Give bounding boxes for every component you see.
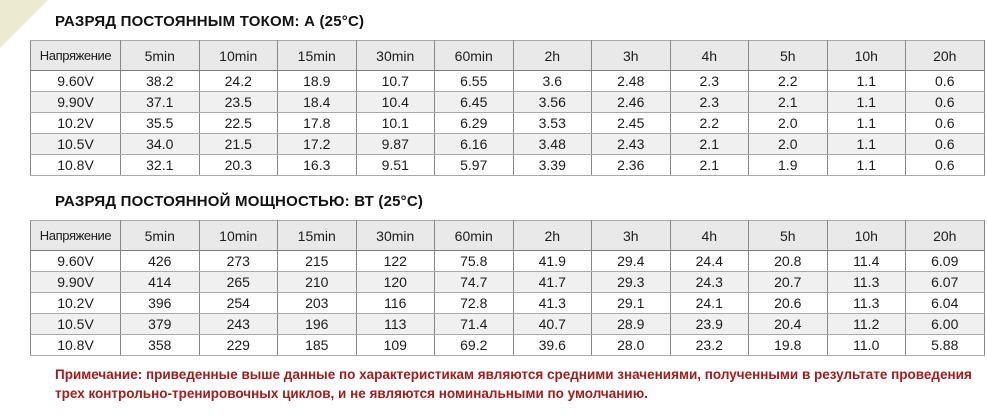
time-column-header: 10h	[827, 221, 906, 251]
value-cell: 11.4	[827, 251, 906, 272]
value-cell: 9.51	[356, 155, 435, 176]
time-column-header: 60min	[435, 41, 514, 71]
time-column-header: 5h	[749, 221, 828, 251]
value-cell: 6.00	[906, 314, 985, 335]
table-row	[31, 314, 985, 335]
value-cell: 41.7	[513, 272, 592, 293]
voltage-column-header: Напряжение	[31, 41, 121, 71]
value-cell: 11.3	[827, 272, 906, 293]
value-cell: 11.2	[827, 314, 906, 335]
value-cell: 185	[278, 335, 357, 356]
header-row	[31, 41, 985, 71]
value-cell: 116	[356, 293, 435, 314]
time-column-header: 4h	[670, 221, 749, 251]
value-cell: 21.5	[199, 134, 278, 155]
value-cell: 396	[121, 293, 200, 314]
value-cell: 1.1	[827, 113, 906, 134]
value-cell: 20.4	[749, 314, 828, 335]
table-row	[31, 272, 985, 293]
value-cell: 2.36	[592, 155, 671, 176]
time-column-header: 20h	[906, 41, 985, 71]
value-cell: 69.2	[435, 335, 514, 356]
value-cell: 10.4	[356, 92, 435, 113]
voltage-cell: 9.60V	[31, 251, 121, 272]
value-cell: 38.2	[121, 71, 200, 92]
time-column-header: 5min	[121, 221, 200, 251]
value-cell: 10.1	[356, 113, 435, 134]
time-column-header: 20h	[906, 221, 985, 251]
value-cell: 5.88	[906, 335, 985, 356]
time-column-header: 15min	[278, 41, 357, 71]
value-cell: 2.1	[749, 92, 828, 113]
value-cell: 10.7	[356, 71, 435, 92]
constant-current-discharge-table	[30, 40, 985, 176]
time-column-header: 2h	[513, 221, 592, 251]
value-cell: 2.0	[749, 113, 828, 134]
value-cell: 6.16	[435, 134, 514, 155]
value-cell: 9.87	[356, 134, 435, 155]
value-cell: 16.3	[278, 155, 357, 176]
constant-current-discharge-title: РАЗРЯД ПОСТОЯННЫМ ТОКОМ: А (25°C)	[55, 13, 365, 30]
voltage-cell: 10.5V	[31, 314, 121, 335]
value-cell: 113	[356, 314, 435, 335]
value-cell: 20.6	[749, 293, 828, 314]
voltage-cell: 10.5V	[31, 134, 121, 155]
value-cell: 2.2	[670, 113, 749, 134]
header-row	[31, 221, 985, 251]
voltage-cell: 10.2V	[31, 293, 121, 314]
value-cell: 273	[199, 251, 278, 272]
footnote	[55, 365, 985, 403]
value-cell: 120	[356, 272, 435, 293]
value-cell: 0.6	[906, 113, 985, 134]
value-cell: 74.7	[435, 272, 514, 293]
value-cell: 18.9	[278, 71, 357, 92]
value-cell: 2.3	[670, 71, 749, 92]
value-cell: 254	[199, 293, 278, 314]
value-cell: 3.39	[513, 155, 592, 176]
value-cell: 19.8	[749, 335, 828, 356]
voltage-cell: 10.8V	[31, 155, 121, 176]
value-cell: 122	[356, 251, 435, 272]
voltage-cell: 9.90V	[31, 272, 121, 293]
value-cell: 3.53	[513, 113, 592, 134]
time-column-header: 10min	[199, 41, 278, 71]
value-cell: 75.8	[435, 251, 514, 272]
value-cell: 196	[278, 314, 357, 335]
time-column-header: 15min	[278, 221, 357, 251]
value-cell: 29.1	[592, 293, 671, 314]
value-cell: 40.7	[513, 314, 592, 335]
value-cell: 1.1	[827, 155, 906, 176]
value-cell: 11.3	[827, 293, 906, 314]
value-cell: 41.3	[513, 293, 592, 314]
value-cell: 6.09	[906, 251, 985, 272]
value-cell: 3.56	[513, 92, 592, 113]
value-cell: 215	[278, 251, 357, 272]
value-cell: 29.3	[592, 272, 671, 293]
value-cell: 2.1	[670, 134, 749, 155]
value-cell: 243	[199, 314, 278, 335]
value-cell: 23.9	[670, 314, 749, 335]
value-cell: 23.5	[199, 92, 278, 113]
value-cell: 71.4	[435, 314, 514, 335]
value-cell: 414	[121, 272, 200, 293]
footnote-line-1: Примечание: приведенные выше данные по характеристикам являются средними значениями, полученными в результате проведения	[55, 367, 972, 382]
value-cell: 37.1	[121, 92, 200, 113]
constant-power-discharge-table	[30, 220, 985, 356]
value-cell: 29.4	[592, 251, 671, 272]
value-cell: 5.97	[435, 155, 514, 176]
value-cell: 0.6	[906, 92, 985, 113]
value-cell: 2.0	[749, 134, 828, 155]
value-cell: 72.8	[435, 293, 514, 314]
value-cell: 2.43	[592, 134, 671, 155]
value-cell: 6.04	[906, 293, 985, 314]
content-area	[30, 0, 985, 403]
constant-power-discharge-section	[30, 193, 985, 356]
value-cell: 6.29	[435, 113, 514, 134]
time-column-header: 4h	[670, 41, 749, 71]
time-column-header: 30min	[356, 41, 435, 71]
voltage-cell: 9.60V	[31, 71, 121, 92]
value-cell: 17.8	[278, 113, 357, 134]
value-cell: 379	[121, 314, 200, 335]
value-cell: 1.1	[827, 92, 906, 113]
value-cell: 18.4	[278, 92, 357, 113]
value-cell: 265	[199, 272, 278, 293]
value-cell: 1.9	[749, 155, 828, 176]
value-cell: 426	[121, 251, 200, 272]
table-row	[31, 335, 985, 356]
voltage-cell: 10.8V	[31, 335, 121, 356]
value-cell: 28.9	[592, 314, 671, 335]
voltage-cell: 10.2V	[31, 113, 121, 134]
value-cell: 41.9	[513, 251, 592, 272]
value-cell: 22.5	[199, 113, 278, 134]
value-cell: 39.6	[513, 335, 592, 356]
time-column-header: 3h	[592, 41, 671, 71]
value-cell: 0.6	[906, 71, 985, 92]
footnote-line-2: трех контрольно-тренировочных циклов, и не являются номинальными по умолчанию.	[55, 386, 649, 401]
value-cell: 28.0	[592, 335, 671, 356]
value-cell: 6.45	[435, 92, 514, 113]
time-column-header: 10min	[199, 221, 278, 251]
time-column-header: 3h	[592, 221, 671, 251]
table-row	[31, 293, 985, 314]
value-cell: 11.0	[827, 335, 906, 356]
value-cell: 35.5	[121, 113, 200, 134]
value-cell: 24.2	[199, 71, 278, 92]
value-cell: 24.4	[670, 251, 749, 272]
value-cell: 6.55	[435, 71, 514, 92]
value-cell: 20.3	[199, 155, 278, 176]
value-cell: 2.2	[749, 71, 828, 92]
value-cell: 20.7	[749, 272, 828, 293]
time-column-header: 5h	[749, 41, 828, 71]
value-cell: 2.46	[592, 92, 671, 113]
value-cell: 32.1	[121, 155, 200, 176]
table-row	[31, 113, 985, 134]
time-column-header: 2h	[513, 41, 592, 71]
time-column-header: 60min	[435, 221, 514, 251]
value-cell: 1.1	[827, 71, 906, 92]
value-cell: 20.8	[749, 251, 828, 272]
value-cell: 2.3	[670, 92, 749, 113]
time-column-header: 10h	[827, 41, 906, 71]
value-cell: 24.1	[670, 293, 749, 314]
table-row	[31, 92, 985, 113]
constant-power-discharge-title: РАЗРЯД ПОСТОЯННОЙ МОЩНОСТЬЮ: ВТ (25°C)	[55, 193, 424, 210]
value-cell: 1.1	[827, 134, 906, 155]
value-cell: 3.48	[513, 134, 592, 155]
voltage-cell: 9.90V	[31, 92, 121, 113]
table-row	[31, 155, 985, 176]
table-row	[31, 251, 985, 272]
value-cell: 210	[278, 272, 357, 293]
value-cell: 3.6	[513, 71, 592, 92]
value-cell: 0.6	[906, 134, 985, 155]
time-column-header: 30min	[356, 221, 435, 251]
value-cell: 109	[356, 335, 435, 356]
voltage-column-header: Напряжение	[31, 221, 121, 251]
table-row	[31, 134, 985, 155]
time-column-header: 5min	[121, 41, 200, 71]
value-cell: 24.3	[670, 272, 749, 293]
value-cell: 2.45	[592, 113, 671, 134]
value-cell: 358	[121, 335, 200, 356]
value-cell: 229	[199, 335, 278, 356]
value-cell: 2.48	[592, 71, 671, 92]
value-cell: 23.2	[670, 335, 749, 356]
value-cell: 17.2	[278, 134, 357, 155]
value-cell: 0.6	[906, 155, 985, 176]
constant-current-discharge-section	[30, 13, 985, 176]
table-row	[31, 71, 985, 92]
value-cell: 203	[278, 293, 357, 314]
value-cell: 34.0	[121, 134, 200, 155]
value-cell: 2.1	[670, 155, 749, 176]
value-cell: 6.07	[906, 272, 985, 293]
